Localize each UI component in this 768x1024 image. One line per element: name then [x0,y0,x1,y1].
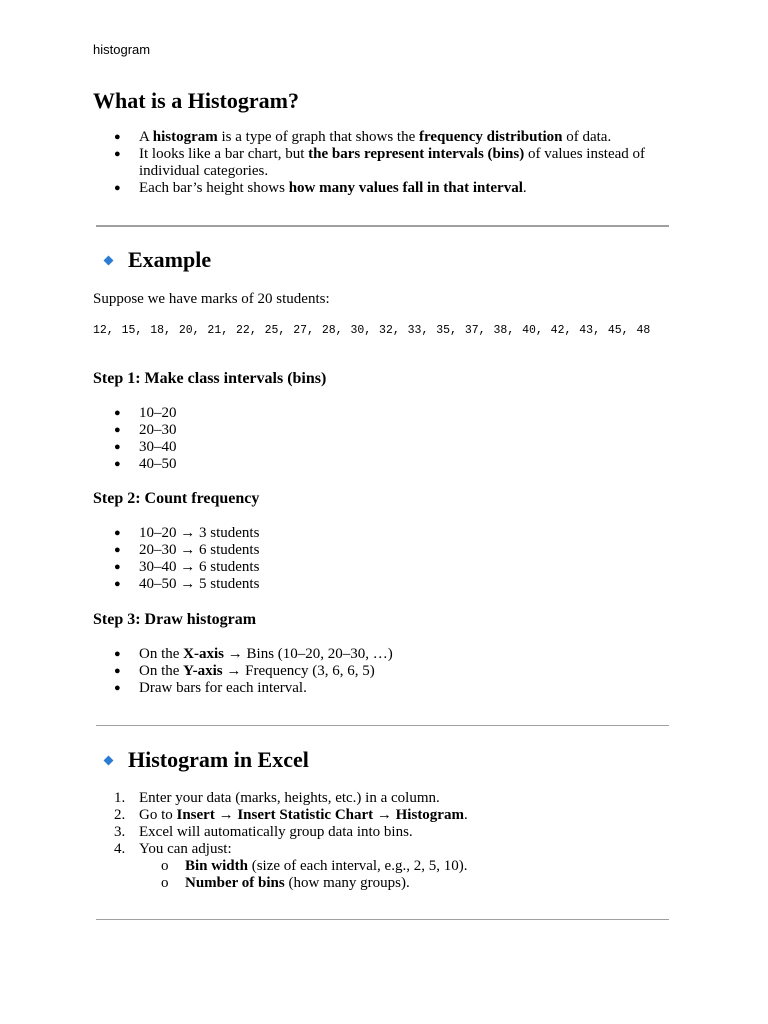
diamond-bullet-icon [104,255,114,265]
section-divider [96,725,669,726]
list-item: 1. Enter your data (marks, heights, etc.) in a column. [114,790,440,806]
section-title-excel [104,747,309,773]
list-item: ● A histogram is a type of graph that shows the frequency distribution of data. [93,129,673,146]
draw-steps-list [93,646,673,697]
section-divider [96,225,669,227]
list-item: ● 20–30 [93,422,673,439]
list-item: ● Draw bars for each interval. [93,680,673,697]
step1-title: Step 1: Make class intervals (bins) [93,370,327,387]
bins-list [93,405,673,473]
frequency-list [93,525,673,593]
list-item: ● 40–50 → 5 students [93,576,673,593]
list-item: 3. Excel will automatically group data into bins. [114,824,413,840]
section-title-example [104,247,211,273]
list-item: ● 10–20 [93,405,673,422]
definition-list [93,129,673,197]
list-item: o Bin width (size of each interval, e.g., 2, 5, 10). [161,858,468,874]
list-item: ● 30–40 [93,439,673,456]
list-item: o Number of bins (how many groups). [161,875,410,891]
section-divider [96,919,669,920]
example-intro: Suppose we have marks of 20 students: [93,291,330,307]
diamond-bullet-icon [104,755,114,765]
adjust-options-list [139,858,673,892]
list-item: ● On the Y-axis → Frequency (3, 6, 6, 5) [93,663,673,680]
section-title-text: Example [128,247,212,272]
marks-data: 12, 15, 18, 20, 21, 22, 25, 27, 28, 30, 32, 33, 35, 37, 38, 40, 42, 43, 45, 48 [93,324,651,337]
section-title-what-is-histogram: What is a Histogram? [93,88,299,113]
list-item: ● 40–50 [93,456,673,473]
list-item: ● 20–30 → 6 students [93,542,673,559]
step2-title: Step 2: Count frequency [93,490,260,507]
list-item: ● 10–20 → 3 students [93,525,673,542]
list-item: ● Each bar’s height shows how many values fall in that interval. [93,180,673,197]
list-item: 2. Go to Insert → Insert Statistic Chart → Histogram. [114,807,468,823]
section-title-text: Histogram in Excel [128,747,309,772]
list-item: 4. You can adjust: o Bin width (size of each interval, e.g., 2, 5, 10). o Number of bins (how many groups). [93,841,673,892]
document-header-tag: histogram [93,42,151,57]
excel-steps-list [93,790,673,892]
list-item: ● It looks like a bar chart, but the bars represent intervals (bins) of values instead of individual categories. [93,146,673,180]
list-item: ● On the X-axis → Bins (10–20, 20–30, …) [93,646,673,663]
step3-title: Step 3: Draw histogram [93,611,257,628]
list-item: ● 30–40 → 6 students [93,559,673,576]
